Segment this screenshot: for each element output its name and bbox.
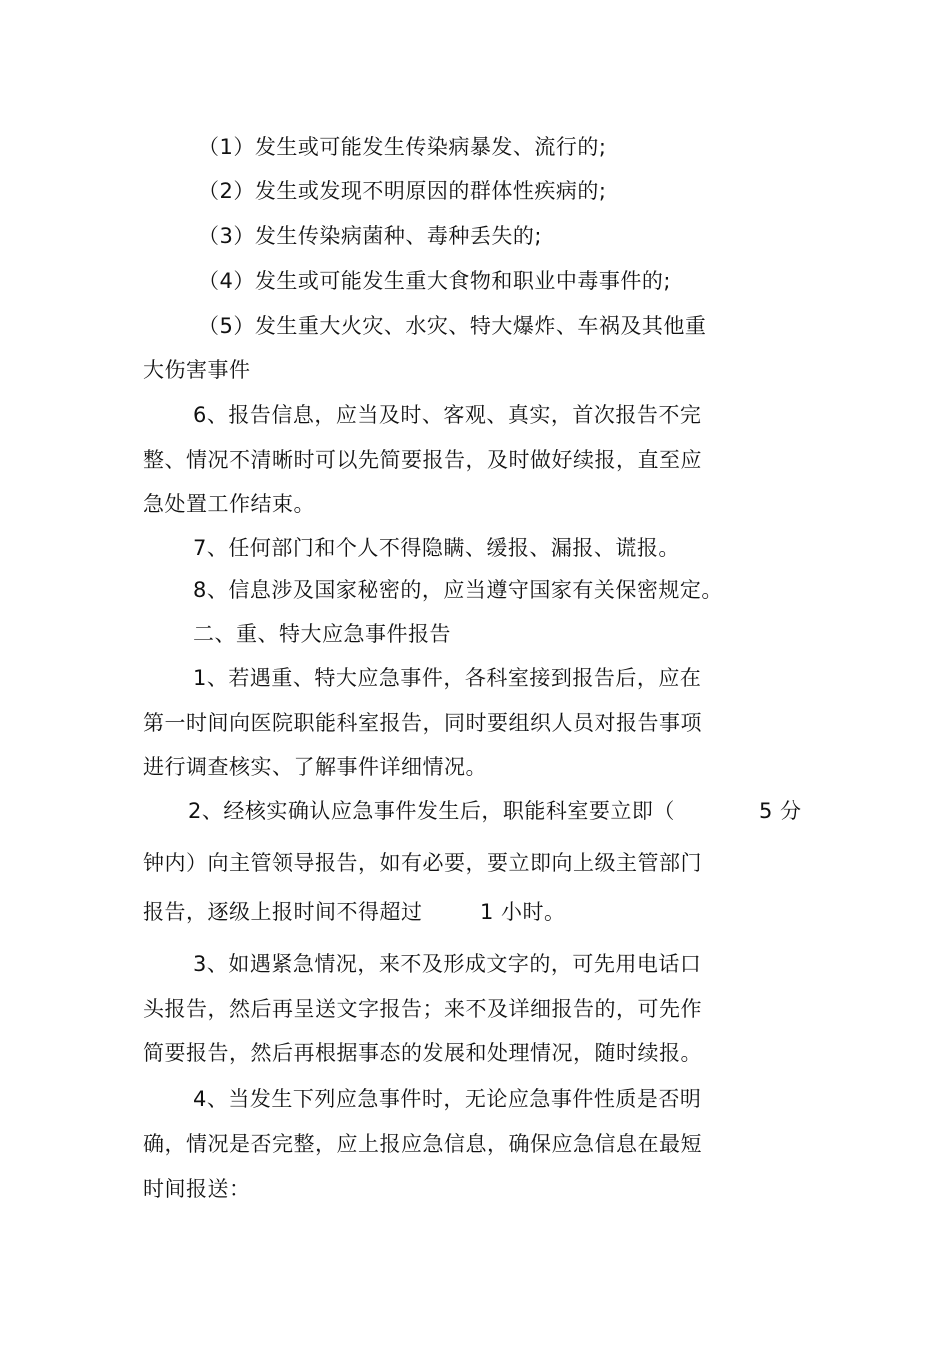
- section-paragraph-4-line-2: 确，情况是否完整，应上报应急信息，确保应急信息在最短: [143, 1132, 702, 1156]
- section-paragraph-4-line-3: 时间报送：: [143, 1177, 251, 1201]
- section-paragraph-1-line-3: 进行调查核实、了解事件详细情况。: [143, 755, 487, 779]
- list-item-4: （4）发生或可能发生重大食物和职业中毒事件的;: [198, 269, 671, 293]
- list-item-3: （3）发生传染病菌种、毒种丢失的;: [198, 224, 542, 248]
- section-paragraph-2-line-3: 报告，逐级上报时间不得超过: [143, 900, 423, 924]
- paragraph-6-line-2: 整、情况不清晰时可以先简要报告，及时做好续报，直至应: [143, 448, 702, 472]
- section-paragraph-3-line-2: 头报告，然后再呈送文字报告；来不及详细报告的，可先作: [143, 997, 702, 1021]
- list-item-1: （1）发生或可能发生传染病暴发、流行的;: [198, 135, 607, 159]
- paragraph-7: 7、任何部门和个人不得隐瞒、缓报、漏报、谎报。: [193, 536, 680, 560]
- section-paragraph-2-line-3-tail: 1 小时。: [480, 900, 566, 924]
- paragraph-8: 8、信息涉及国家秘密的，应当遵守国家有关保密规定。: [193, 578, 723, 602]
- paragraph-6-line-3: 急处置工作结束。: [143, 492, 315, 516]
- section-paragraph-2-line-2: 钟内）向主管领导报告，如有必要，要立即向上级主管部门: [143, 851, 702, 875]
- section-heading: 二、重、特大应急事件报告: [193, 622, 451, 646]
- list-item-2: （2）发生或发现不明原因的群体性疾病的;: [198, 179, 607, 203]
- section-paragraph-1-line-2: 第一时间向医院职能科室报告，同时要组织人员对报告事项: [143, 711, 702, 735]
- list-item-5-cont: 大伤害事件: [143, 358, 251, 382]
- section-paragraph-3-line-1: 3、如遇紧急情况，来不及形成文字的，可先用电话口: [193, 952, 702, 976]
- section-paragraph-4-line-1: 4、当发生下列应急事件时，无论应急事件性质是否明: [193, 1087, 702, 1111]
- section-paragraph-2-line-1: 2、经核实确认应急事件发生后，职能科室要立即（: [188, 799, 675, 823]
- section-paragraph-2-line-1-tail: 5 分: [759, 799, 802, 823]
- list-item-5: （5）发生重大火灾、水灾、特大爆炸、车祸及其他重: [198, 314, 707, 338]
- section-paragraph-1-line-1: 1、若遇重、特大应急事件，各科室接到报告后，应在: [193, 666, 702, 690]
- section-paragraph-3-line-3: 简要报告，然后再根据事态的发展和处理情况，随时续报。: [143, 1041, 702, 1065]
- paragraph-6-line-1: 6、报告信息，应当及时、客观、真实，首次报告不完: [193, 403, 702, 427]
